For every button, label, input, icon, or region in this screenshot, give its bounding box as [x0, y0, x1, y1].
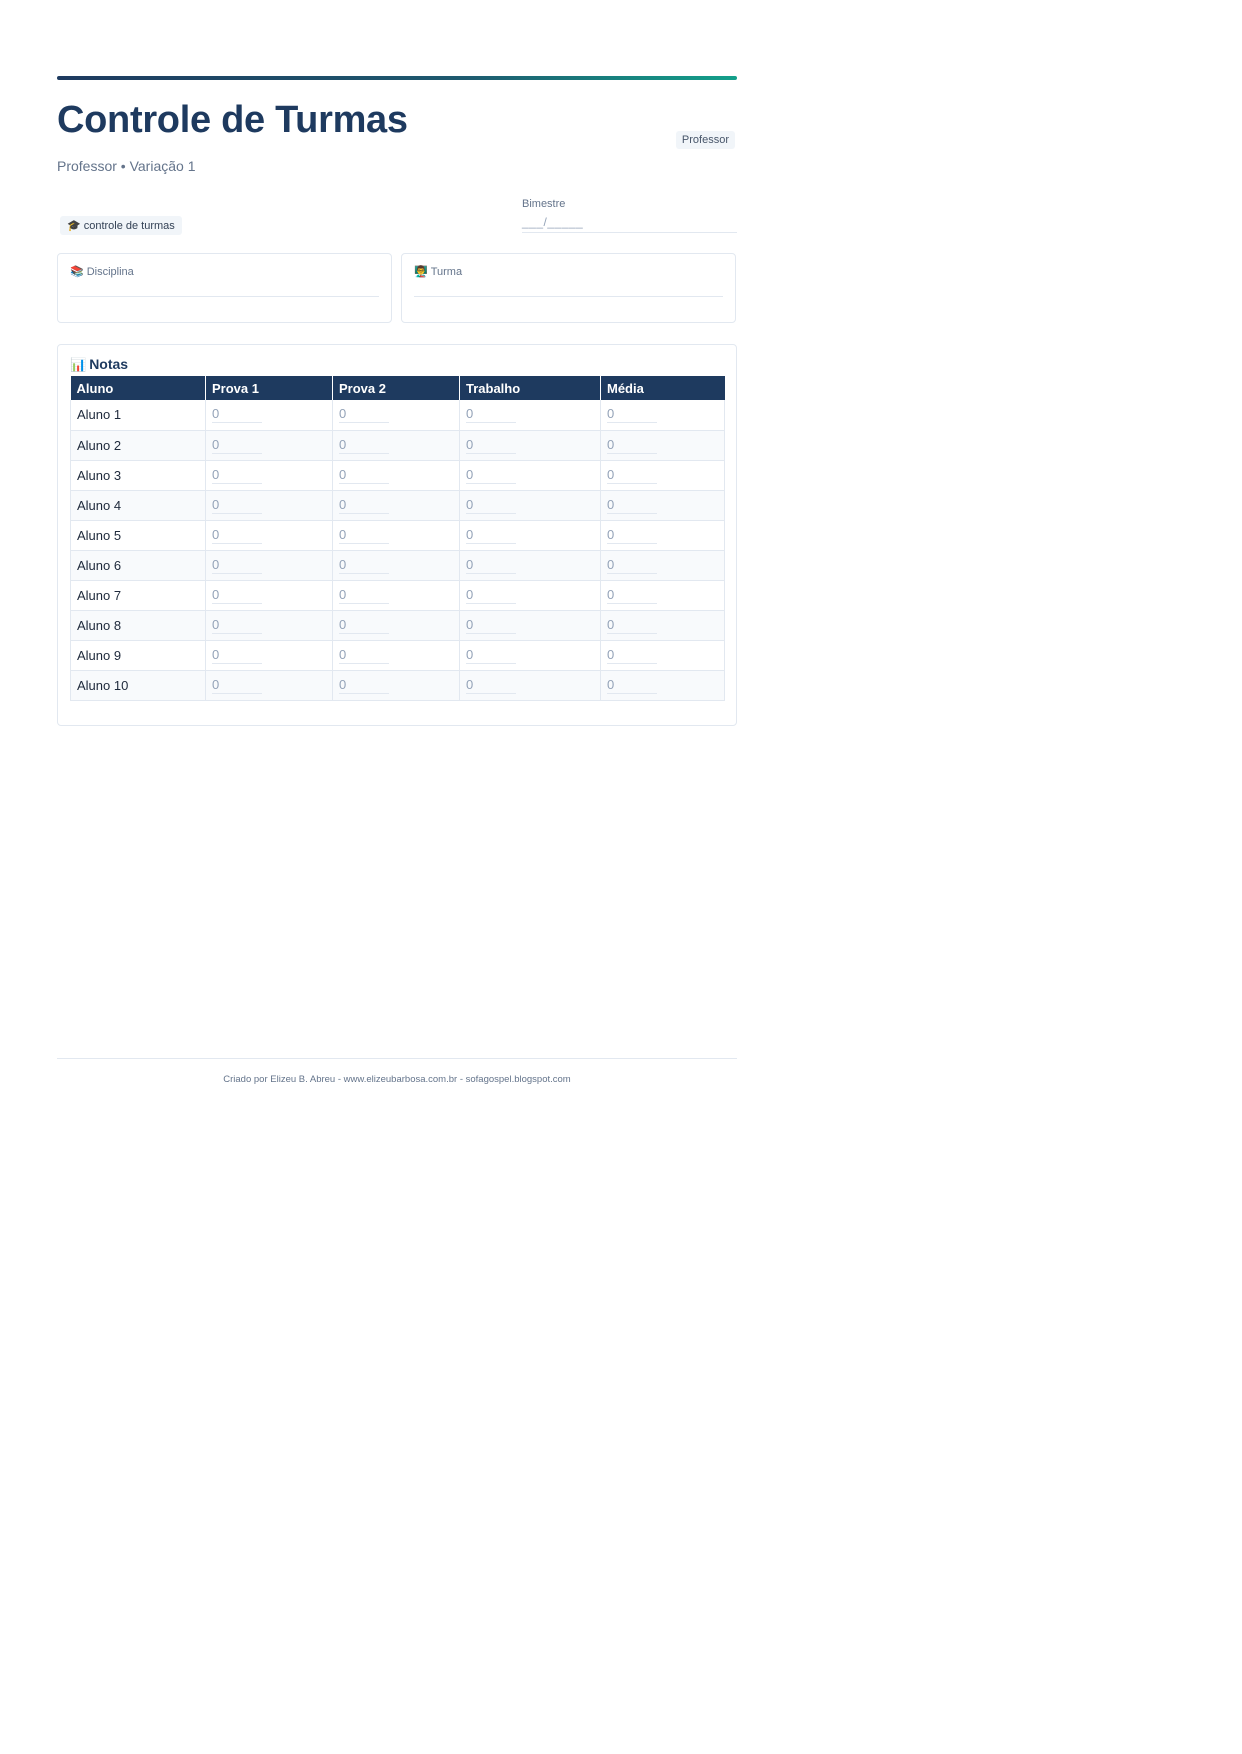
grade-cell: [601, 640, 725, 670]
grade-cell: [333, 400, 460, 430]
grade-input[interactable]: 0: [466, 587, 516, 604]
column-header-prova-2: Prova 2: [333, 376, 460, 400]
notas-table: [70, 376, 725, 701]
books-icon: 📚: [70, 266, 84, 278]
turma-field[interactable]: [401, 253, 736, 323]
category-tag: [60, 216, 182, 235]
table-row: [71, 580, 725, 610]
table-header-row: [71, 376, 725, 400]
grade-cell: [333, 490, 460, 520]
grade-cell: [333, 550, 460, 580]
turma-input-line[interactable]: [414, 296, 723, 297]
aluno-name-cell: Aluno 3: [71, 460, 206, 490]
grade-input[interactable]: 0: [339, 677, 389, 694]
grade-cell: [206, 490, 333, 520]
aluno-name-cell: Aluno 2: [71, 430, 206, 460]
grade-input[interactable]: 0: [212, 406, 262, 423]
role-badge: Professor: [676, 131, 735, 149]
grade-input[interactable]: 0: [607, 647, 657, 664]
category-tag-label: controle de turmas: [83, 220, 175, 232]
grade-cell: [601, 580, 725, 610]
bar-chart-icon: 📊: [70, 357, 87, 372]
grade-input[interactable]: 0: [466, 557, 516, 574]
aluno-name-cell: Aluno 10: [71, 670, 206, 700]
notas-section: [57, 344, 737, 726]
grade-cell: [206, 550, 333, 580]
footer: [57, 1058, 737, 1085]
grade-input[interactable]: 0: [466, 617, 516, 634]
grade-input[interactable]: 0: [466, 467, 516, 484]
page-title: Controle de Turmas: [57, 99, 408, 141]
grade-cell: [206, 610, 333, 640]
grade-cell: [206, 460, 333, 490]
grade-input[interactable]: 0: [339, 497, 389, 514]
grade-input[interactable]: 0: [466, 647, 516, 664]
table-row: [71, 490, 725, 520]
disciplina-input-line[interactable]: [70, 296, 379, 297]
bimestre-field[interactable]: [522, 198, 737, 233]
grade-input[interactable]: 0: [466, 677, 516, 694]
grade-input[interactable]: 0: [212, 467, 262, 484]
grade-input[interactable]: 0: [339, 527, 389, 544]
grade-cell: [460, 610, 601, 640]
page-subtitle: Professor • Variação 1: [57, 158, 196, 174]
column-header-aluno: Aluno: [71, 376, 206, 400]
grade-cell: [460, 640, 601, 670]
info-fields: [57, 253, 737, 323]
turma-label: Turma: [430, 266, 463, 278]
document-page: [57, 76, 737, 726]
grade-input[interactable]: 0: [466, 437, 516, 454]
disciplina-label: Disciplina: [86, 266, 134, 278]
grade-cell: [601, 430, 725, 460]
grade-input[interactable]: 0: [607, 437, 657, 454]
grade-input[interactable]: 0: [607, 406, 657, 423]
column-header-trabalho: Trabalho: [460, 376, 601, 400]
grade-cell: [601, 400, 725, 430]
grade-input[interactable]: 0: [339, 617, 389, 634]
aluno-name-cell: Aluno 9: [71, 640, 206, 670]
grade-cell: [333, 640, 460, 670]
grade-cell: [333, 430, 460, 460]
grade-cell: [601, 460, 725, 490]
grade-cell: [460, 670, 601, 700]
grade-cell: [333, 460, 460, 490]
grade-cell: [601, 490, 725, 520]
grade-cell: [206, 670, 333, 700]
grade-input[interactable]: 0: [339, 467, 389, 484]
grade-input[interactable]: 0: [212, 617, 262, 634]
grade-input[interactable]: 0: [466, 406, 516, 423]
grade-input[interactable]: 0: [212, 527, 262, 544]
grade-cell: [460, 520, 601, 550]
grade-input[interactable]: 0: [212, 677, 262, 694]
bimestre-label: Bimestre: [522, 198, 566, 210]
grade-cell: [206, 580, 333, 610]
table-row: [71, 460, 725, 490]
grade-cell: [460, 580, 601, 610]
grade-cell: [460, 430, 601, 460]
meta-row: [57, 190, 737, 250]
table-row: [71, 610, 725, 640]
aluno-name-cell: Aluno 7: [71, 580, 206, 610]
grade-cell: [460, 490, 601, 520]
table-row: [71, 670, 725, 700]
grade-cell: [601, 520, 725, 550]
footer-credits: Criado por Elizeu B. Abreu - www.elizeubarbosa.com.br - sofagospel.blogspot.com: [223, 1074, 571, 1085]
grade-cell: [601, 670, 725, 700]
grade-input[interactable]: 0: [607, 527, 657, 544]
grade-input[interactable]: 0: [607, 557, 657, 574]
table-row: [71, 550, 725, 580]
bimestre-value[interactable]: ___/_____: [522, 215, 737, 233]
grade-input[interactable]: 0: [212, 587, 262, 604]
grade-input[interactable]: 0: [607, 617, 657, 634]
column-header-media: Média: [601, 376, 725, 400]
grade-cell: [333, 610, 460, 640]
grade-input[interactable]: 0: [339, 406, 389, 423]
grade-cell: [333, 520, 460, 550]
grade-input[interactable]: 0: [607, 677, 657, 694]
grade-input[interactable]: 0: [212, 647, 262, 664]
table-row: [71, 640, 725, 670]
table-row: [71, 430, 725, 460]
notas-heading: [70, 356, 724, 373]
grade-cell: [333, 580, 460, 610]
notas-title: Notas: [89, 356, 129, 372]
column-header-prova-1: Prova 1: [206, 376, 333, 400]
aluno-name-cell: Aluno 5: [71, 520, 206, 550]
grade-input[interactable]: 0: [607, 587, 657, 604]
grade-cell: [460, 400, 601, 430]
teacher-icon: 👨‍🏫: [414, 266, 428, 278]
grade-cell: [601, 550, 725, 580]
grade-cell: [333, 670, 460, 700]
grade-input[interactable]: 0: [339, 437, 389, 454]
table-row: [71, 400, 725, 430]
grade-input[interactable]: 0: [212, 497, 262, 514]
grade-input[interactable]: 0: [607, 497, 657, 514]
grade-input[interactable]: 0: [466, 497, 516, 514]
disciplina-field[interactable]: [57, 253, 392, 323]
grade-input[interactable]: 0: [607, 467, 657, 484]
grade-cell: [460, 460, 601, 490]
grade-input[interactable]: 0: [466, 527, 516, 544]
grade-input[interactable]: 0: [212, 437, 262, 454]
graduation-cap-icon: 🎓: [67, 220, 81, 232]
aluno-name-cell: Aluno 4: [71, 490, 206, 520]
grade-input[interactable]: 0: [212, 557, 262, 574]
grade-cell: [206, 430, 333, 460]
header: [57, 80, 737, 174]
aluno-name-cell: Aluno 8: [71, 610, 206, 640]
aluno-name-cell: Aluno 6: [71, 550, 206, 580]
grade-input[interactable]: 0: [339, 647, 389, 664]
grade-input[interactable]: 0: [339, 557, 389, 574]
grade-input[interactable]: 0: [339, 587, 389, 604]
grade-cell: [206, 400, 333, 430]
grade-cell: [460, 550, 601, 580]
grade-cell: [601, 610, 725, 640]
table-row: [71, 520, 725, 550]
grade-cell: [206, 520, 333, 550]
aluno-name-cell: Aluno 1: [71, 400, 206, 430]
notas-table-body: [71, 400, 725, 700]
grade-cell: [206, 640, 333, 670]
